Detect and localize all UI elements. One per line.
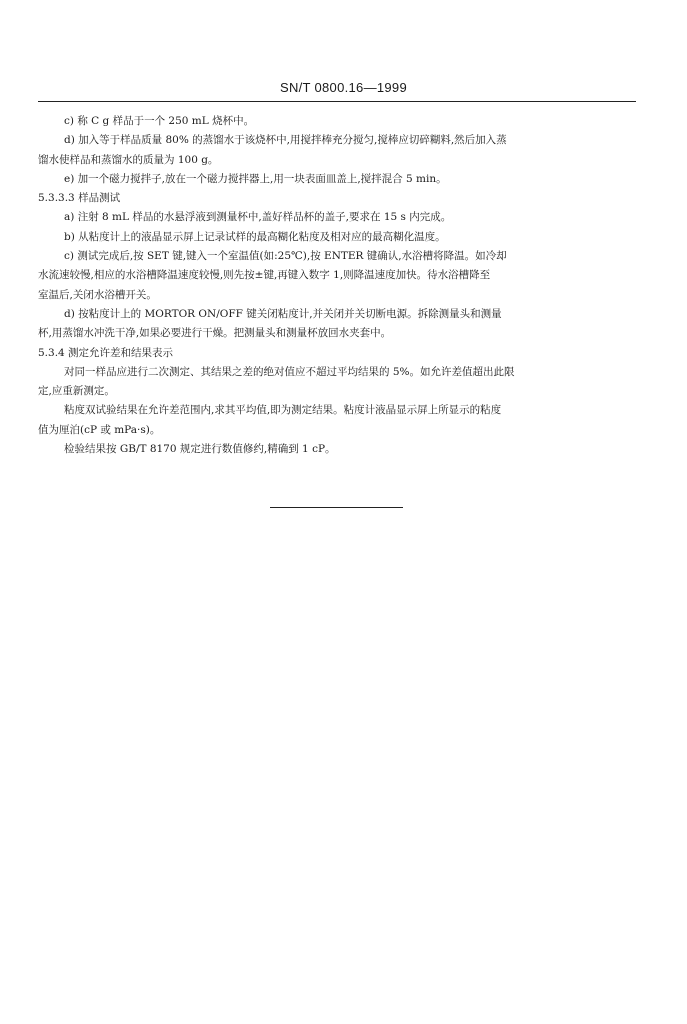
text-line-16: 粘度双试验结果在允许差范围内,求其平均值,即为测定结果。粘度计液晶显示屏上所显示的粘度 (64, 404, 502, 417)
header-divider (38, 101, 636, 102)
section-heading-5-3-4: 5.3.4 测定允许差和结果表示 (38, 346, 174, 359)
text-line-12: 杯,用蒸馏水冲洗干净,如果必要进行干燥。把测量头和测量杯放回水夹套中。 (38, 327, 392, 340)
text-line-15: 定,应重新测定。 (38, 385, 115, 398)
text-line-14: 对同一样品应进行二次测定、其结果之差的绝对值应不超过平均结果的 5%。如允许差值超出此限 (64, 365, 515, 378)
text-line-11: d) 按粘度计上的 MORTOR ON/OFF 键关闭粘度计,并关闭并关切断电源。拆除测量头和测量 (64, 307, 502, 320)
body-text (38, 112, 636, 459)
text-line-6: a) 注射 8 mL 样品的水悬浮液到测量杯中,盖好样品杯的盖子,要求在 15 s 内完成。 (64, 211, 452, 224)
document-code: SN/T 0800.16—1999 (279, 80, 407, 95)
text-line-18: 检验结果按 GB/T 8170 规定进行数值修约,精确到 1 cP。 (64, 443, 336, 456)
text-line-3: 馏水使样品和蒸馏水的质量为 100 g。 (38, 153, 219, 166)
end-of-document-rule (270, 507, 403, 508)
text-line-17: 值为厘泊(cP 或 mPa·s)。 (38, 423, 161, 436)
text-line-9: 水流速较慢,相应的水浴槽降温速度较慢,则先按±键,再键入数字 1,则降温速度加快。待水浴槽降至 (38, 269, 491, 282)
text-line-10: 室温后,关闭水浴槽开关。 (38, 288, 157, 301)
text-line-1: c) 称 C g 样品于一个 250 mL 烧杯中。 (64, 115, 255, 127)
text-line-7: b) 从粘度计上的液晶显示屏上记录试样的最高糊化粘度及相对应的最高糊化温度。 (64, 230, 446, 243)
text-line-8: c) 测试完成后,按 SET 键,键入一个室温值(如:25℃),按 ENTER 键确认,水浴槽将降温。如冷却 (64, 250, 507, 263)
text-line-2: d) 加入等于样品质量 80% 的蒸馏水于该烧杯中,用搅拌棒充分搅匀,搅棒应切碎糊料,然后加入蒸 (64, 134, 507, 147)
text-line-4: e) 加一个磁力搅拌子,放在一个磁力搅拌器上,用一块表面皿盖上,搅拌混合 5 min。 (64, 172, 447, 185)
section-heading-5-3-3-3: 5.3.3.3 样品测试 (38, 192, 121, 205)
